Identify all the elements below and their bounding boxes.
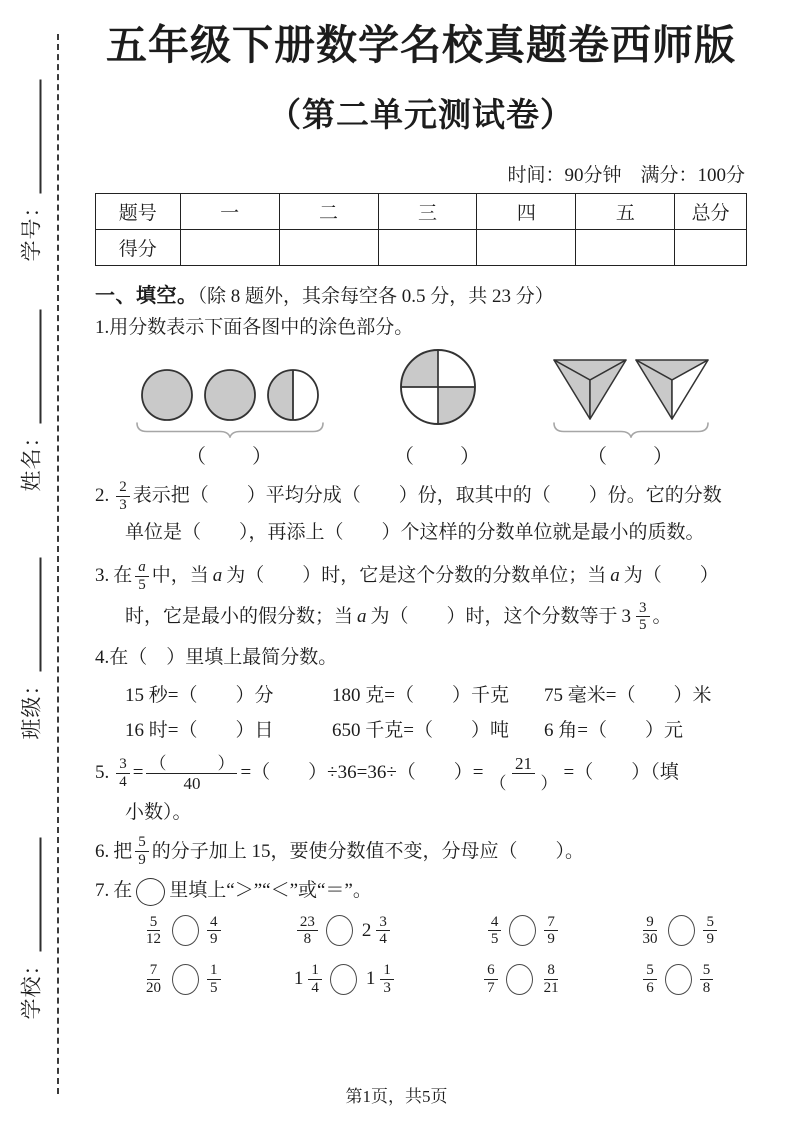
answer-blank: （ ） <box>587 445 675 468</box>
fig-two-triangles <box>551 357 711 469</box>
compare-circle-icon <box>136 878 165 906</box>
score-empty-cell <box>279 230 378 266</box>
compare-circle-icon <box>668 915 695 946</box>
score-table <box>95 193 747 266</box>
compare-circle-icon <box>506 964 533 995</box>
question-number: 5. <box>95 762 110 784</box>
time-score-info: 时间：90分钟 满分：100分 <box>507 165 745 187</box>
question-5: 5. $\frac{3}{4}$ = $\frac{( )}{40}$ =（ ）÷36=36÷（ ）= $\frac{21}{( )}$ =（ ）（填 <box>95 753 679 793</box>
section-1-heading <box>95 279 747 308</box>
fraction-a-5: $\frac{a}{5}$ <box>135 559 149 594</box>
comparison-item: $\frac{23}{8}$ 2 $\frac{3}{4}$ <box>294 914 393 949</box>
student-class-label: 班级： <box>19 673 44 740</box>
compare-circle-icon <box>172 964 199 995</box>
shaded-triangle-icon <box>551 357 629 422</box>
shaded-circle-icon <box>203 368 257 422</box>
underbrace-icon <box>135 422 325 438</box>
comparison-item: $\frac{6}{7}$ $\frac{8}{21}$ <box>481 962 565 997</box>
answer-blank: （ ） <box>394 445 482 468</box>
score-header-cell: 二 <box>279 194 378 230</box>
fraction-3-4: $\frac{3}{4}$ <box>116 756 130 791</box>
score-table-header-row <box>96 194 747 230</box>
variable-a: a <box>610 565 620 587</box>
score-empty-cell <box>576 230 675 266</box>
compare-circle-icon <box>172 915 199 946</box>
compare-circle-icon <box>326 915 353 946</box>
fold-dashed-line <box>57 34 59 1094</box>
question-number: 7. <box>95 879 110 901</box>
comparison-item: 1 $\frac{1}{4}$ 1 $\frac{1}{3}$ <box>290 962 397 997</box>
student-field-school <box>17 838 45 1023</box>
student-name-label: 姓名： <box>19 425 44 492</box>
score-header-cell: 四 <box>477 194 576 230</box>
question-2 <box>95 479 747 514</box>
score-header-cell: 五 <box>576 194 675 230</box>
fig-three-circles <box>135 368 325 469</box>
question-4: 4.在（ ）里填上最简分数。 <box>95 647 338 669</box>
student-class-blank-line <box>20 558 42 672</box>
unit-conversion-item: 75 毫米=（ ）米 <box>544 684 712 706</box>
fraction-5-9: $\frac{5}{9}$ <box>135 834 149 869</box>
question-1: 1.用分数表示下面各图中的涂色部分。 <box>95 317 414 339</box>
answer-blank: （ ） <box>186 445 274 468</box>
student-name-blank-line <box>20 310 42 424</box>
comparison-item: $\frac{5}{12}$ $\frac{4}{9}$ <box>140 914 224 949</box>
question-3: 3. 在 $\frac{a}{5}$ 中，当 a 为（ ）时，它是这个分数的分数单位；当 a 为（ ） <box>95 558 719 593</box>
unit-conversion-item: 15 秒=（ ）分 <box>125 684 274 706</box>
section-1-note: （除 8 题外，其余每空各 0.5 分，共 23 分） <box>197 286 554 308</box>
unit-conversion-item: 180 克=（ ）千克 <box>332 684 509 706</box>
exam-title: 五年级下册数学名校真题卷西师版 <box>106 22 736 68</box>
question-6: 6. 把 $\frac{5}{9}$ 的分子加上 15，要使分数值不变，分母应（ ）。 <box>95 834 585 869</box>
score-empty-cell <box>180 230 279 266</box>
question-1-figures <box>95 342 747 469</box>
student-field-name <box>17 310 45 495</box>
mixed-number-whole: 3 <box>621 606 632 628</box>
half-shaded-circle-icon <box>266 368 320 422</box>
student-number-label: 学号： <box>19 195 44 262</box>
exam-subtitle: （第二单元测试卷） <box>268 98 574 135</box>
question-4-row2 <box>95 715 747 742</box>
shaded-circle-icon <box>140 368 194 422</box>
exam-content <box>95 20 747 997</box>
question-7-compare-row1 <box>95 914 747 949</box>
score-header-cell: 题号 <box>96 194 181 230</box>
unit-conversion-item: 650 千克=（ ）吨 <box>332 719 509 741</box>
compare-circle-icon <box>509 915 536 946</box>
student-school-blank-line <box>20 838 42 952</box>
fig-quadrant-circle <box>394 348 482 469</box>
unit-conversion-item: 6 角=（ ）元 <box>544 719 683 741</box>
question-number: 3. <box>95 565 110 587</box>
question-number: 2. <box>95 485 110 507</box>
score-empty-cell <box>378 230 477 266</box>
quarter-shaded-circle-icon <box>399 348 477 426</box>
question-2-text: 表示把（ ）平均分成（ ）份，取其中的（ ）份。它的分数 <box>132 485 722 507</box>
question-7-compare-row2 <box>95 962 747 997</box>
fraction-21-over-blank: $\frac{21}{( )}$ <box>489 753 558 793</box>
student-school-label: 学校： <box>19 953 44 1020</box>
question-number: 6. <box>95 840 110 862</box>
fraction-3-5: $\frac{3}{5}$ <box>636 600 650 635</box>
unit-conversion-item: 16 时=（ ）日 <box>125 719 274 741</box>
partially-shaded-triangle-icon <box>633 357 711 422</box>
student-number-blank-line <box>20 80 42 194</box>
student-field-number <box>17 80 45 265</box>
compare-circle-icon <box>330 964 357 995</box>
comparison-item: $\frac{9}{30}$ $\frac{5}{9}$ <box>636 914 720 949</box>
score-table-score-row <box>96 230 747 266</box>
comparison-item: $\frac{4}{5}$ $\frac{7}{9}$ <box>485 914 561 949</box>
variable-a: a <box>357 606 367 628</box>
student-field-class <box>17 558 45 743</box>
section-1-title: 一、填空。 <box>95 285 198 308</box>
score-header-cell: 三 <box>378 194 477 230</box>
score-row-label: 得分 <box>96 230 181 266</box>
underbrace-icon <box>552 422 710 438</box>
fraction-blank-over-40: $\frac{( )}{40}$ <box>146 754 237 793</box>
compare-circle-icon <box>665 964 692 995</box>
score-empty-cell <box>675 230 747 266</box>
question-2-line2: 单位是（ ），再添上（ ）个这样的分数单位就是最小的质数。 <box>125 522 705 544</box>
score-header-cell: 总分 <box>675 194 747 230</box>
question-5-line2: 小数）。 <box>125 801 192 823</box>
score-header-cell: 一 <box>180 194 279 230</box>
score-empty-cell <box>477 230 576 266</box>
variable-a: a <box>212 565 223 587</box>
question-3-line2: 时，它是最小的假分数；当 a 为（ ）时，这个分数等于 3 $\frac{3}{5}$ 。 <box>125 599 672 634</box>
comparison-item: $\frac{7}{20}$ $\frac{1}{5}$ <box>140 962 224 997</box>
fraction-2-3: $\frac{2}{3}$ <box>116 479 130 514</box>
question-4-row1 <box>95 680 747 707</box>
comparison-item: $\frac{5}{6}$ $\frac{5}{8}$ <box>640 962 716 997</box>
footer-page-number: 第1页，共5页 <box>345 1087 448 1106</box>
question-7: 7. 在 里填上“＞”“＜”或“＝”。 <box>95 877 747 906</box>
